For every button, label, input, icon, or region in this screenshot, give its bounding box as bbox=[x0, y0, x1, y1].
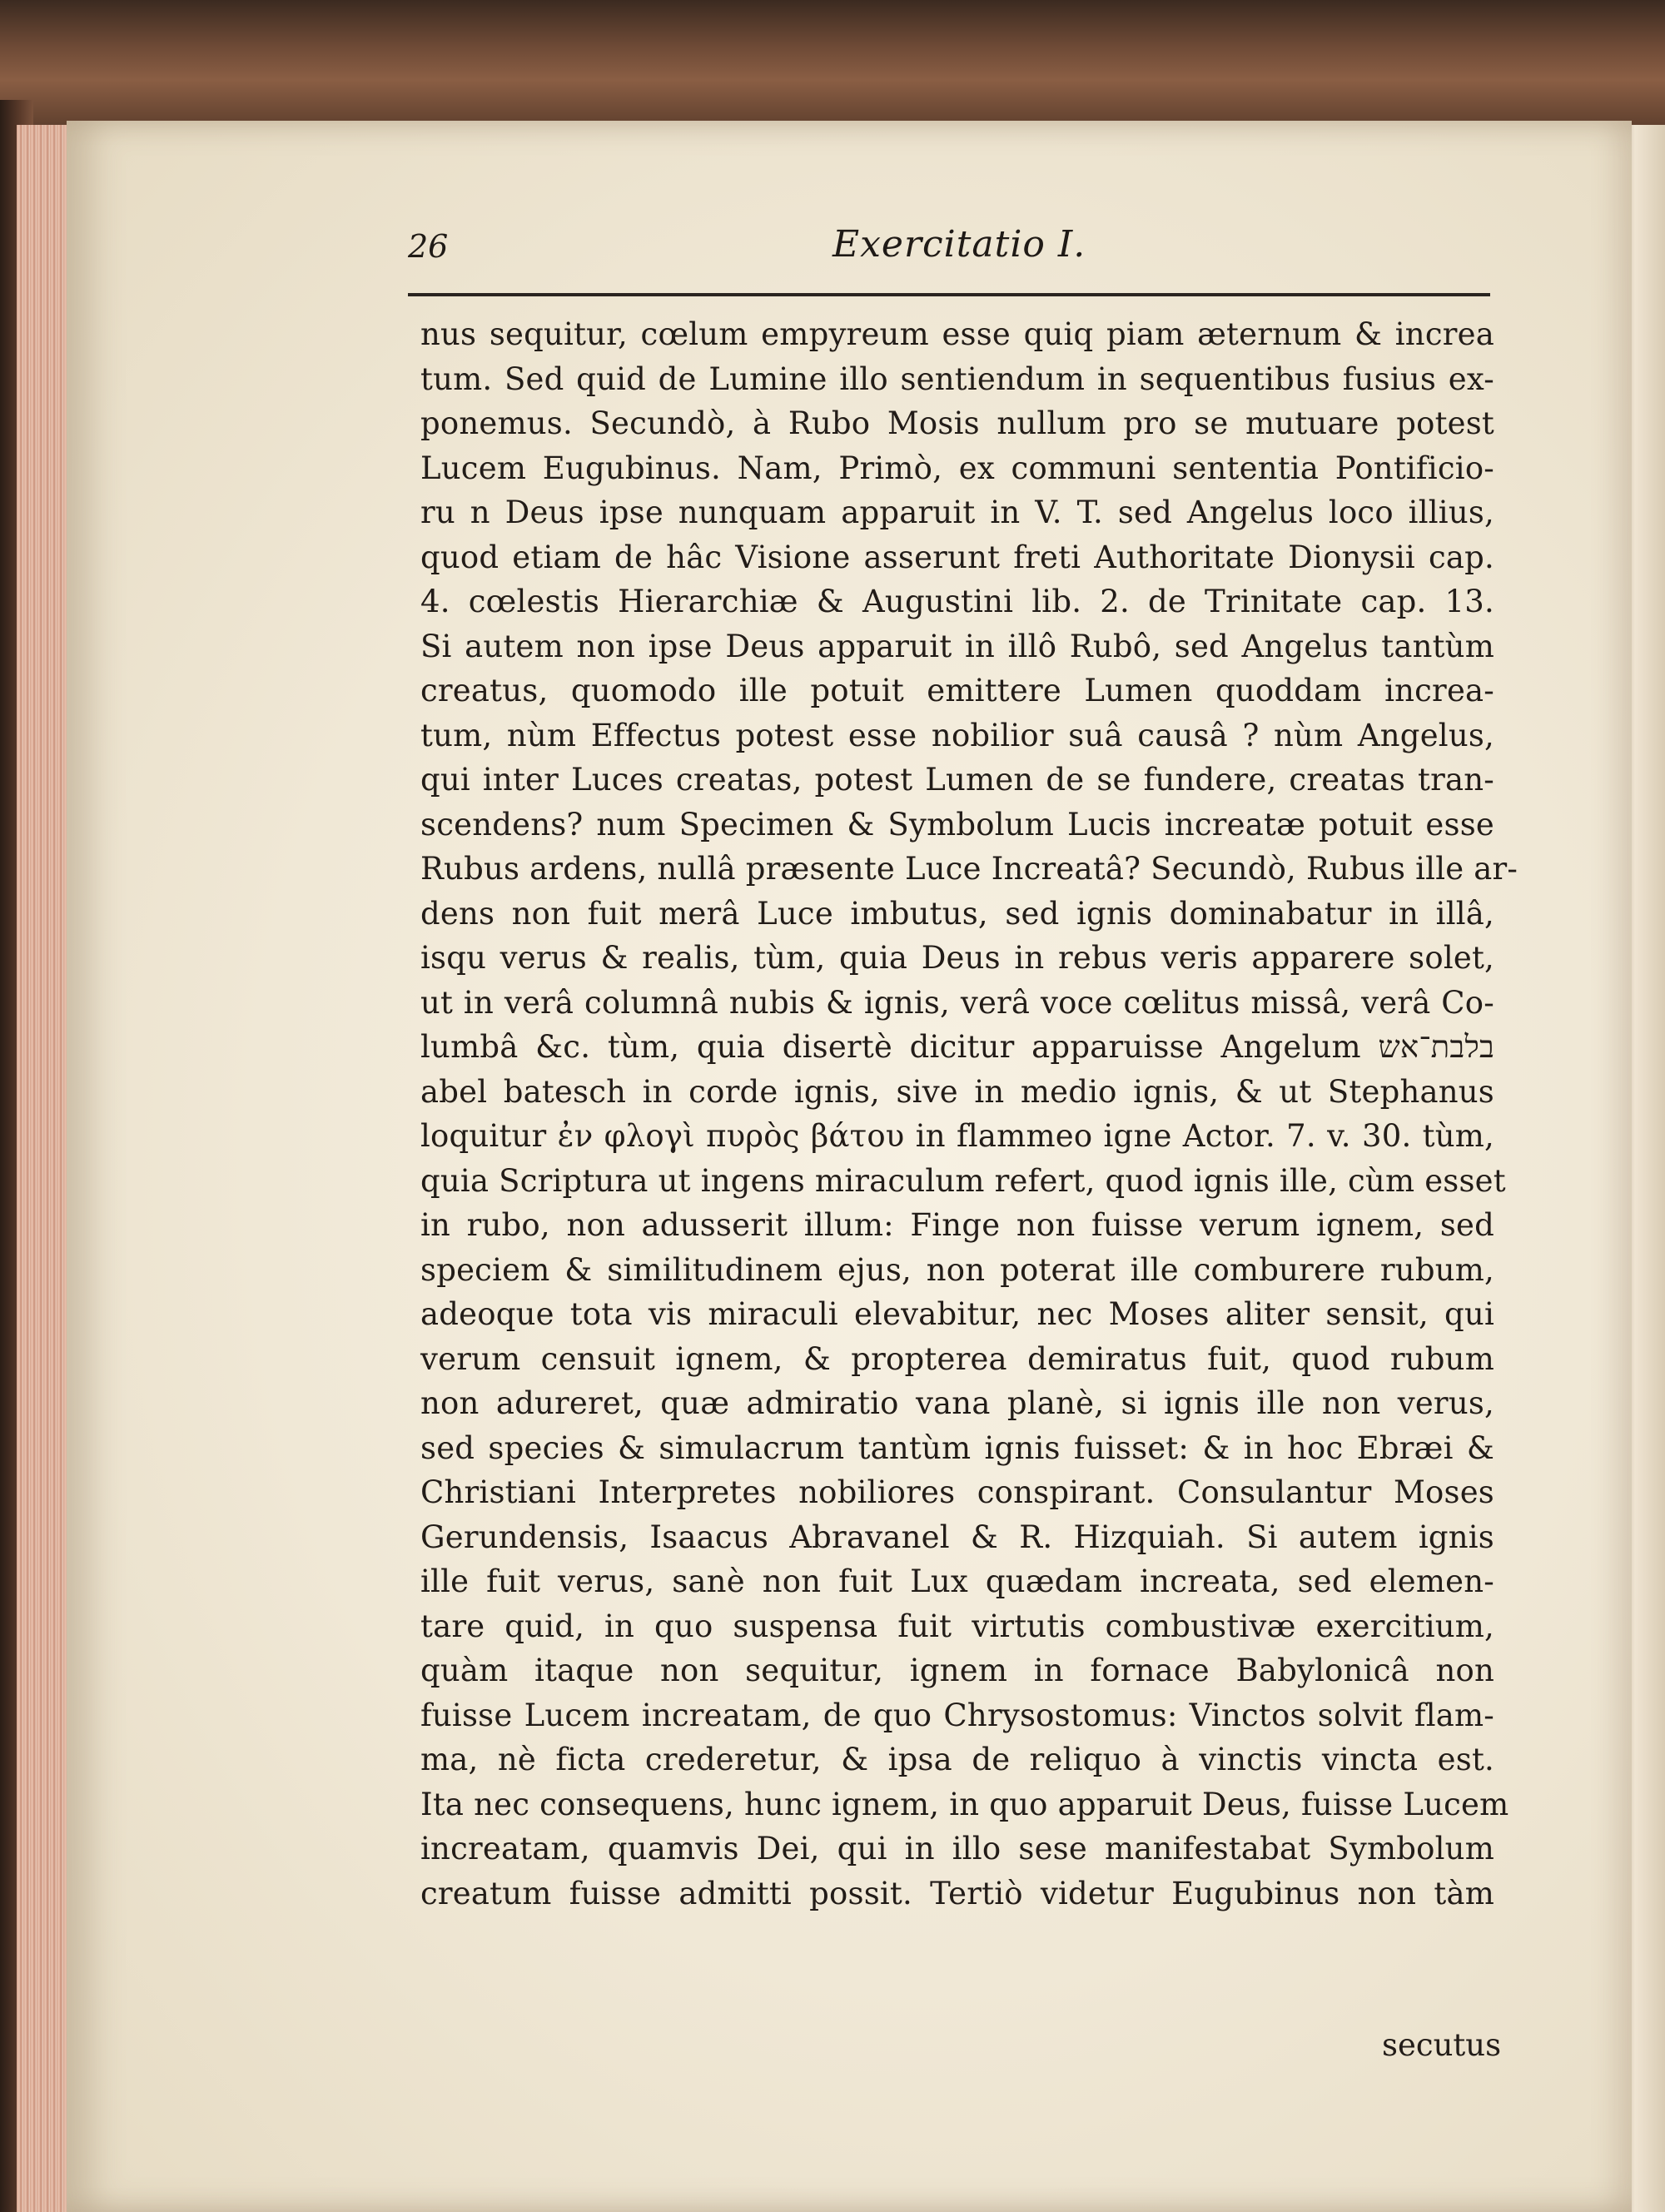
text-line: Lucem Eugubinus. Nam, Primò, ex communi sententia Pontificio- bbox=[420, 450, 1494, 486]
text-line: ille fuit verus, sanè non fuit Lux quædam increata, sed elemen- bbox=[420, 1563, 1494, 1599]
text-line: Si autem non ipse Deus apparuit in illô Rubô, sed Angelus tantùm bbox=[420, 628, 1494, 664]
text-line: scendens? num Specimen & Symbolum Lucis increatæ potuit esse bbox=[420, 806, 1494, 843]
catchword: secutus bbox=[1382, 2027, 1502, 2063]
text-line: ut in verâ columnâ nubis & ignis, verâ voce cœlitus missâ, verâ Co- bbox=[420, 984, 1494, 1021]
text-line: dens non fuit merâ Luce imbutus, sed ignis dominabatur in illâ, bbox=[420, 895, 1494, 932]
text-line: quod etiam de hâc Visione asserunt freti Authoritate Dionysii cap. bbox=[420, 539, 1494, 575]
text-line: tare quid, in quo suspensa fuit virtutis combustivæ exercitium, bbox=[420, 1608, 1494, 1644]
text-line: lumbâ &c. tùm, quia disertè dicitur apparuisse Angelum בלבת־אש bbox=[420, 1029, 1494, 1065]
text-line: quia Scriptura ut ingens miraculum refert, quod ignis ille, cùm esset bbox=[420, 1162, 1506, 1199]
text-line: tum, nùm Effectus potest esse nobilior suâ causâ ? nùm Angelus, bbox=[420, 717, 1494, 753]
header-rule bbox=[408, 293, 1490, 296]
text-line: 4. cœlestis Hierarchiæ & Augustini lib. 2. de Trinitate cap. 13. bbox=[420, 584, 1494, 619]
text-line: qui inter Luces creatas, potest Lumen de se fundere, creatas tran- bbox=[420, 762, 1494, 798]
text-line: ma, nè ficta crederetur, & ipsa de reliquo à vinctis vincta est. bbox=[420, 1742, 1494, 1777]
page-number: 26 bbox=[408, 228, 449, 265]
text-line: creatum fuisse admitti possit. Tertiò videtur Eugubinus non tàm bbox=[420, 1875, 1494, 1911]
text-line: Christiani Interpretes nobiliores conspirant. Consulantur Moses bbox=[420, 1474, 1494, 1510]
running-head bbox=[408, 223, 1490, 281]
text-line: creatus, quomodo ille potuit emittere Lumen quoddam increa- bbox=[420, 673, 1494, 708]
text-line: tum. Sed quid de Lumine illo sentiendum in sequentibus fusius ex- bbox=[420, 360, 1494, 397]
running-title: Exercitatio I. bbox=[832, 223, 1086, 266]
text-line: increatam, quamvis Dei, qui in illo sese manifestabat Symbolum bbox=[420, 1831, 1494, 1867]
text-line: ru n Deus ipse nunquam apparuit in V. T. sed Angelus loco illius, bbox=[420, 495, 1494, 530]
text-line: fuisse Lucem increatam, de quo Chrysostomus: Vinctos solvit flam- bbox=[420, 1697, 1494, 1733]
text-line: Gerundensis, Isaacus Abravanel & R. Hizquiah. Si autem ignis bbox=[420, 1519, 1494, 1555]
text-line: non adureret, quæ admiratio vana planè, si ignis ille non verus, bbox=[420, 1385, 1494, 1421]
text-line: sed species & simulacrum tantùm ignis fuisset: & in hoc Ebræi & bbox=[420, 1429, 1494, 1466]
text-line: adeoque tota vis miraculi elevabitur, nec Moses aliter sensit, qui bbox=[420, 1296, 1494, 1332]
text-line: nus sequitur, cœlum empyreum esse quiq piam æternum & increa bbox=[420, 316, 1494, 352]
text-line: in rubo, non adusserit illum: Finge non fuisse verum ignem, sed bbox=[420, 1207, 1494, 1243]
text-line: abel batesch in corde ignis, sive in medio ignis, & ut Stephanus bbox=[420, 1073, 1494, 1110]
text-line: ponemus. Secundò, à Rubo Mosis nullum pro se mutuare potest bbox=[420, 405, 1494, 441]
text-line: quàm itaque non sequitur, ignem in fornace Babylonicâ non bbox=[420, 1653, 1494, 1688]
text-line: verum censuit ignem, & propterea demiratus fuit, quod rubum bbox=[420, 1340, 1494, 1377]
text-line: isqu verus & realis, tùm, quia Deus in rebus veris apparere solet, bbox=[420, 940, 1494, 976]
text-line: Rubus ardens, nullâ præsente Luce Increatâ? Secundò, Rubus ille ar- bbox=[420, 851, 1518, 887]
text-line: speciem & similitudinem ejus, non poterat ille comburere rubum, bbox=[420, 1251, 1494, 1288]
body-text bbox=[420, 312, 1518, 1916]
text-line: Ita nec consequens, hunc ignem, in quo apparuit Deus, fuisse Lucem bbox=[420, 1786, 1509, 1822]
book-cover-top bbox=[0, 0, 1665, 133]
text-line: loquitur ἐν φλογὶ πυρὸς βάτου in flammeo igne Actor. 7. v. 30. tùm, bbox=[420, 1118, 1494, 1154]
